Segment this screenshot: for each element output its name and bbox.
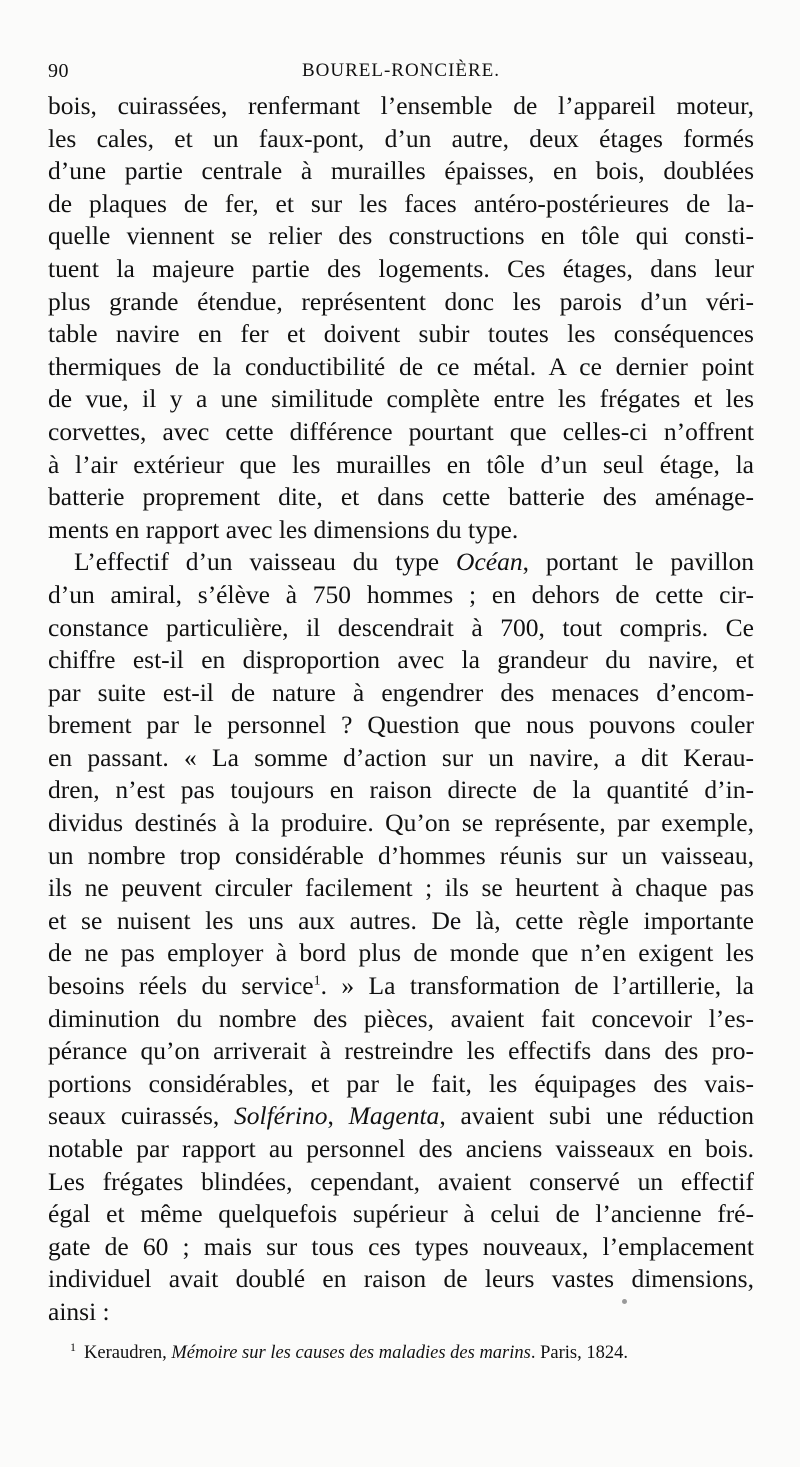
text-run: , portant le pavillon [522, 547, 754, 577]
text-line: à l’air extérieur que les murailles en tôle d’un seul étage, la [48, 449, 754, 479]
text-run: , avaient subi une réduction [439, 1101, 754, 1131]
body-text [48, 90, 754, 1329]
text-run: besoins réels du service [48, 971, 314, 1001]
footnote-title: Mémoire sur les causes des maladies des marins [171, 1343, 531, 1364]
text-line: un nombre trop considérable d’hommes réunis sur un vaisseau, [48, 840, 754, 870]
footnote-mark: 1 [70, 1340, 76, 1354]
text-line: quelle viennent se relier des constructions en tôle qui consti- [48, 221, 754, 251]
text-line-with-ship-name [48, 546, 754, 579]
text-line: par suite est-il de nature à engendrer des menaces d’encom- [48, 677, 754, 707]
footnote [70, 1334, 754, 1366]
text-line: diminution du nombre des pièces, avaient fait concevoir l’es- [48, 1003, 754, 1033]
text-run: L’effectif d’un vaisseau du type [74, 547, 457, 577]
text-line: bois, cuirassées, renfermant l’ensemble de l’appareil moteur, [48, 91, 754, 120]
text-line: plus grande étendue, représentent donc les parois d’un véri- [48, 286, 754, 316]
text-run: , [327, 1101, 349, 1131]
ink-speck [622, 1299, 627, 1304]
text-line: chiffre est-il en disproportion avec la grandeur du navire, et [48, 645, 754, 675]
text-line: pérance qu’on arriverait à restreindre les effectifs dans des pro- [48, 1036, 754, 1066]
text-run: . » La transformation de l’artillerie, la [320, 971, 754, 1001]
text-line: batterie proprement dite, et dans cette batterie des aménage- [48, 482, 754, 512]
text-line: et se nuisent les uns aux autres. De là, cette règle importante [48, 905, 754, 935]
text-line: notable par rapport au personnel des anciens vaisseaux en bois. [48, 1134, 754, 1163]
text-run: seaux cuirassés, [48, 1101, 220, 1131]
ship-name-ocean: Océan [456, 547, 523, 577]
text-line: de ne pas employer à bord plus de monde que n’en exigent les [48, 938, 754, 968]
text-line: ils ne peuvent circuler facilement ; ils se heurtent à chaque pas [48, 873, 754, 903]
page-number: 90 [48, 60, 69, 82]
text-line: gate de 60 ; mais sur tous ces types nouveaux, l’emplacement [48, 1231, 754, 1261]
text-line: dividus destinés à la produire. Qu’on se représente, par exemple, [48, 808, 754, 838]
text-line: égal et même quelquefois supérieur à celui de l’ancienne fré- [48, 1199, 754, 1229]
footnote-reference: 1 [313, 973, 321, 989]
text-line: les cales, et un faux-pont, d’un autre, deux étages formés [48, 123, 754, 153]
text-line: corvettes, avec cette différence pourtant que celles-ci n’offrent [48, 416, 754, 446]
text-line: brement par le personnel ? Question que nous pouvons couler [48, 710, 754, 740]
ship-name-magenta: Magenta [348, 1101, 440, 1131]
text-line: tuent la majeure partie des logements. Ces étages, dans leur [48, 253, 754, 283]
footnote-author: Keraudren, [84, 1343, 172, 1364]
text-line-with-ship-names [48, 1100, 754, 1133]
text-line: table navire en fer et doivent subir toutes les conséquences [48, 319, 754, 349]
text-line-with-footnote-ref [48, 970, 754, 1003]
text-line: d’une partie centrale à murailles épaisses, en bois, doublées [48, 156, 754, 186]
text-line: thermiques de la conductibilité de ce métal. A ce dernier point [48, 351, 754, 381]
text-line: constance particulière, il descendrait à 700, tout compris. Ce [48, 612, 754, 642]
text-line: d’un amiral, s’élève à 750 hommes ; en dehors de cette cir- [48, 579, 754, 609]
ship-name-solferino: Solférino [234, 1101, 328, 1131]
text-line: en passant. « La somme d’action sur un navire, a dit Kerau- [48, 742, 754, 772]
running-head [48, 60, 754, 88]
text-line: dren, n’est pas toujours en raison directe de la quantité d’in- [48, 775, 754, 805]
text-line: ainsi : [48, 1296, 110, 1326]
text-line: de vue, il y a une similitude complète entre les frégates et les [48, 384, 754, 414]
footnote-publication: . Paris, 1824. [530, 1343, 628, 1364]
running-title: BOUREL-RONCIÈRE. [301, 60, 501, 81]
text-line: de plaques de fer, et sur les faces antéro-postérieures de la- [48, 188, 754, 218]
text-line: portions considérables, et par le fait, les équipages des vais- [48, 1068, 754, 1098]
text-line: individuel avait doublé en raison de leurs vastes dimensions, [48, 1264, 754, 1294]
text-line: ments en rapport avec les dimensions du type. [48, 514, 519, 544]
text-line: Les frégates blindées, cependant, avaient conservé un effectif [48, 1166, 754, 1196]
